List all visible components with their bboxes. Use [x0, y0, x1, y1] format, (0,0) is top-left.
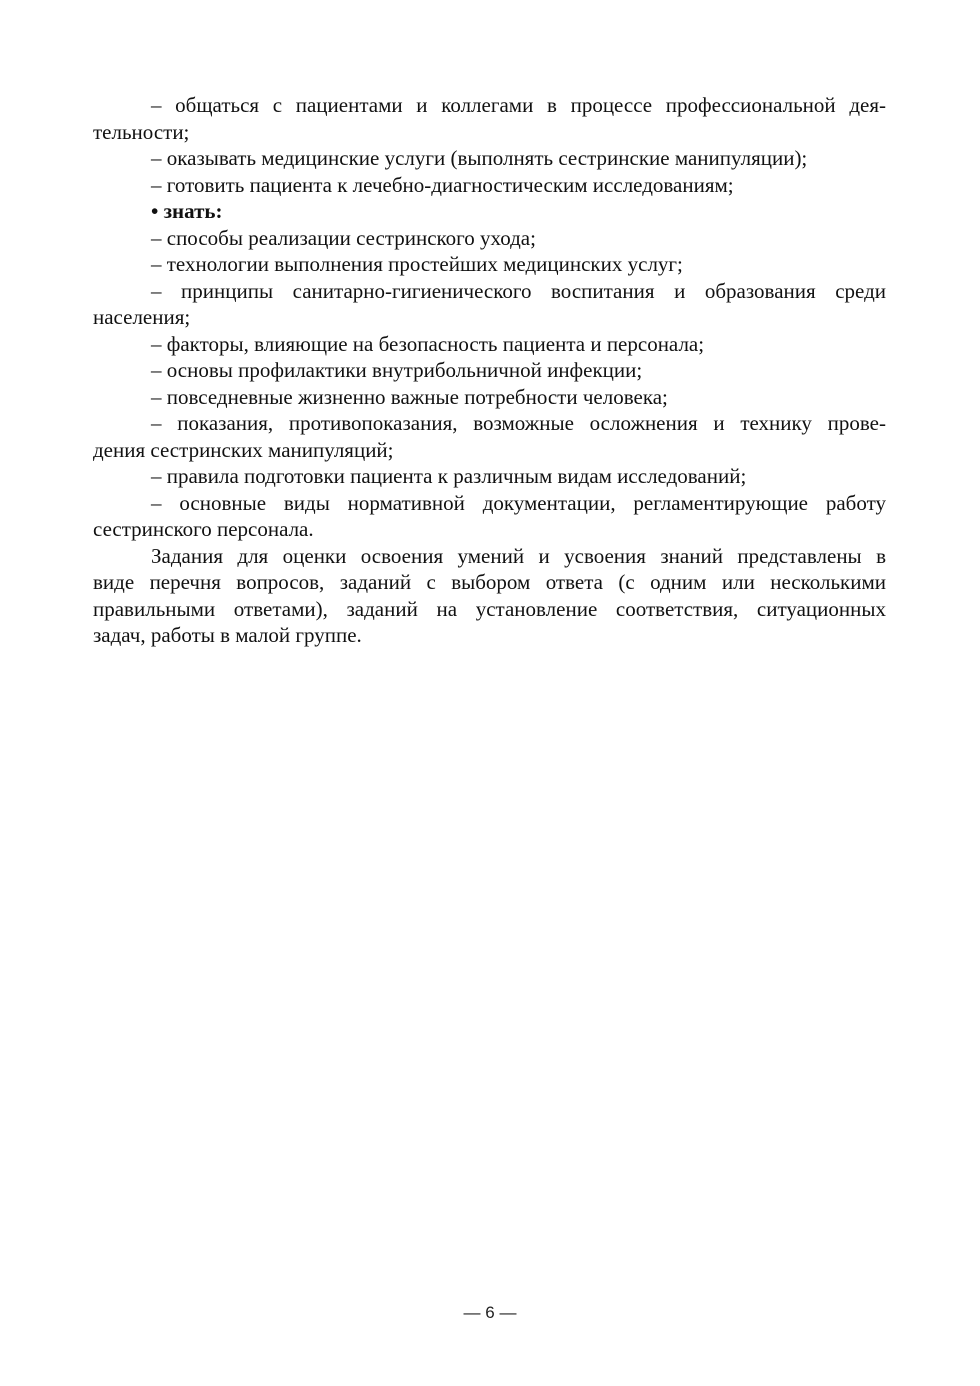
- section-heading-know: • знать:: [151, 199, 223, 223]
- text-line: дения сестринских манипуляций;: [93, 437, 394, 462]
- text-line: – повседневные жизненно важные потребности человека;: [151, 384, 668, 409]
- text-line: – способы реализации сестринского ухода;: [151, 225, 536, 250]
- text-line: – основные виды нормативной документации, регламентирующие работу: [151, 490, 886, 515]
- paragraph-line: Задания для оценки освоения умений и усвоения знаний представлены в: [151, 543, 886, 568]
- text-line: – общаться с пациентами и коллегами в процессе профессиональной дея-: [151, 93, 886, 117]
- text-line: – готовить пациента к лечебно-диагностическим исследованиям;: [151, 172, 734, 197]
- page-number: — 6 —: [463, 1303, 517, 1322]
- text-line: – факторы, влияющие на безопасность пациента и персонала;: [151, 331, 705, 356]
- text-line: сестринского персонала.: [93, 517, 314, 541]
- paragraph-line: правильными ответами), заданий на установление соответствия, ситуационных: [93, 596, 886, 621]
- text-line: – технологии выполнения простейших медицинских услуг;: [151, 252, 683, 276]
- paragraph-line: задач, работы в малой группе.: [93, 623, 362, 647]
- text-line: – показания, противопоказания, возможные осложнения и технику прове-: [151, 411, 886, 435]
- text-line: – оказывать медицинские услуги (выполнять сестринские манипуляции);: [151, 146, 808, 170]
- paragraph-line: виде перечня вопросов, заданий с выбором ответа (с одним или несколькими: [93, 570, 886, 594]
- text-line: тельности;: [93, 119, 190, 144]
- document-body: [93, 92, 886, 649]
- text-line: – основы профилактики внутрибольничной инфекции;: [151, 358, 643, 382]
- text-line: – принципы санитарно-гигиенического воспитания и образования среди: [151, 278, 886, 303]
- text-line: населения;: [93, 305, 191, 329]
- text-line: – правила подготовки пациента к различным видам исследований;: [151, 464, 747, 488]
